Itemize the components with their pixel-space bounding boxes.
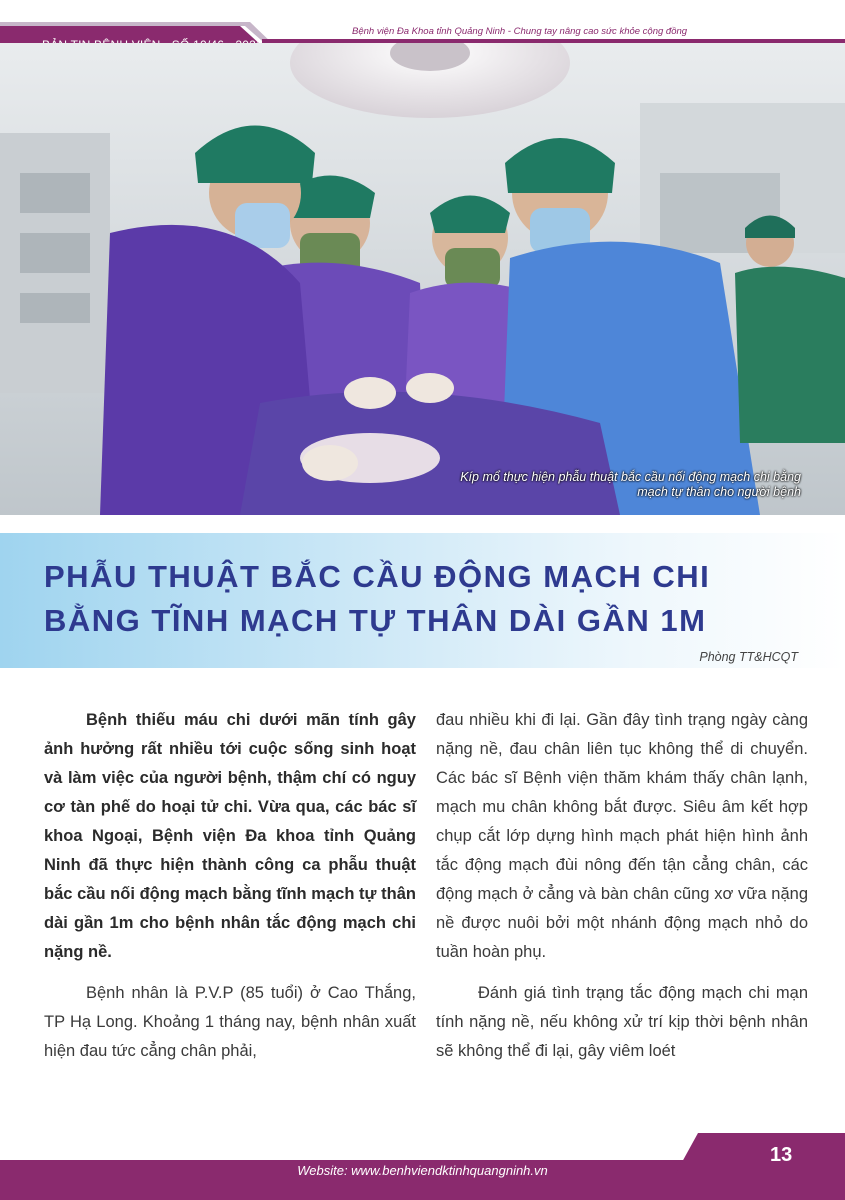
article-title-line-1: PHẪU THUẬT BẮC CẦU ĐỘNG MẠCH CHI [44, 559, 711, 594]
footer-website: Website: www.benhviendktinhquangninh.vn [297, 1163, 548, 1178]
article-byline: Phòng TT&HCQT [699, 650, 798, 664]
photo-caption-line-2: mạch tự thân cho người bệnh [637, 485, 801, 499]
photo-caption-line-1: Kíp mổ thực hiện phẫu thuật bắc cầu nối động mạch chi bằng [460, 470, 801, 484]
body-paragraph-2-continued: đau nhiều khi đi lại. Gần đây tình trạng ngày càng nặng nề, đau chân liên tục không thể di chuyển. Các bác sĩ Bệnh viện thăm khám thấy chân lạnh, mạch mu chân không bắt được. Siêu âm kết hợp chụp cắt lớp dựng hình mạch phát hiện hình ảnh tắc động mạch đùi nông đến tận cẳng chân, các động mạch ở cẳng và bàn chân cũng xơ vữa nặng nề được nuôi bởi một nhánh động mạch nhỏ do tuần hoàn phụ. [436, 711, 808, 961]
lead-paragraph: Bệnh thiếu máu chi dưới mãn tính gây ảnh hưởng rất nhiều tới cuộc sống sinh hoạt và làm việc của người bệnh, thậm chí có nguy cơ tàn phế do hoại tử chi. Vừa qua, các bác sĩ khoa Ngoại, Bệnh viện Đa khoa tỉnh Quảng Ninh đã thực hiện thành công ca phẫu thuật bắc cầu nối động mạch bằng tĩnh mạch tự thân dài gần 1m cho bệnh nhân tắc động mạch chi nặng nề. [44, 711, 416, 961]
photo-caption [361, 470, 801, 500]
body-paragraph-2: Bệnh nhân là P.V.P (85 tuổi) ở Cao Thắng, TP Hạ Long. Khoảng 1 tháng nay, bệnh nhân xuất hiện đau tức cẳng chân phải, [44, 984, 416, 1060]
article-column-right [436, 706, 808, 1066]
body-paragraph-3: Đánh giá tình trạng tắc động mạch chi mạn tính nặng nề, nếu không xử trí kịp thời bệnh nhân sẽ không thể đi lại, gây viêm loét [436, 984, 808, 1060]
title-band [0, 533, 845, 668]
page-number: 13 [770, 1144, 793, 1166]
article-title-line-2: BẰNG TĨNH MẠCH TỰ THÂN DÀI GẦN 1M [44, 603, 707, 638]
surgery-photo-illustration [0, 43, 845, 515]
surgery-photo [0, 43, 845, 515]
hospital-tagline: Bệnh viện Đa Khoa tỉnh Quảng Ninh - Chung tay nâng cao sức khỏe cộng đồng [352, 26, 688, 37]
article-column-left [44, 706, 416, 1066]
